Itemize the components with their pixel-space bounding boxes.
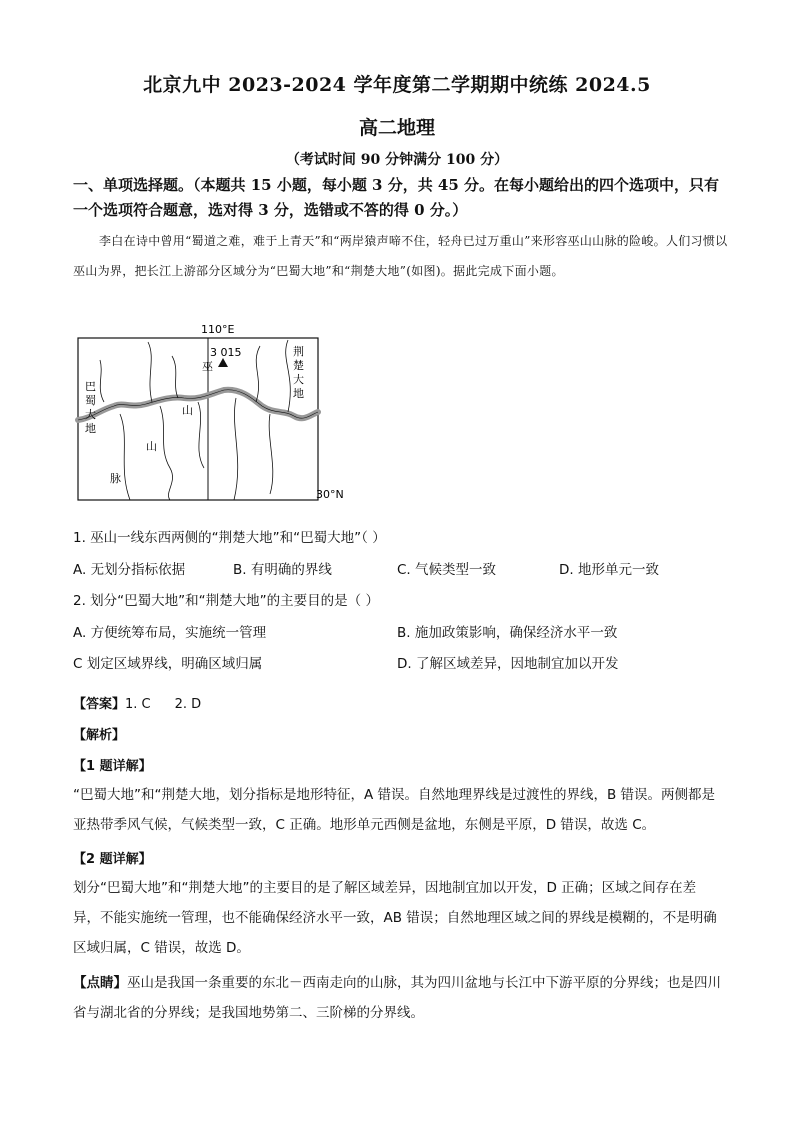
answer-q1: 1. C — [125, 697, 151, 712]
subject-title: 高二地理 — [358, 117, 435, 139]
range-char: 脉 — [110, 472, 121, 485]
wushan-map — [60, 318, 360, 508]
detail-1-label: 【1 题详解】 — [73, 759, 152, 774]
latitude-label: 30°N — [316, 488, 344, 501]
west-region-char: 巴 — [85, 380, 96, 393]
east-region-char: 荆 — [293, 345, 304, 358]
peak-elevation: 3 015 — [210, 346, 242, 359]
detail-1-text: “巴蜀大地”和“荆楚大地，划分指标是地形特征，A 错误。自然地理界线是过渡性的界线，B 错误。两侧都是亚热带季风气候，气候类型一致，C 正确。地形单元西侧是盆地，东侧是平原，D 错误，故选 C。 — [73, 787, 716, 833]
answer-label: 【答案】 — [73, 697, 126, 712]
detail-2-text: 划分“巴蜀大地”和“荆楚大地”的主要目的是了解区域差异，因地制宜加以开发，D 正确；区域之间存在差异，不能实施统一管理，也不能确保经济水平一致，AB 错误；自然地理区域之间的界线是模糊的，不是明确区域归属，C 错误，故选 D。 — [73, 880, 717, 956]
answer-q2: 2. D — [174, 697, 202, 712]
tip-label: 【点睛】 — [73, 975, 127, 991]
tip-paragraph — [73, 968, 721, 1028]
q2-option-a: A. 方便统筹布局，实施统一管理 — [73, 625, 267, 641]
detail-2-label: 【2 题详解】 — [73, 852, 152, 867]
west-region-char: 大 — [85, 408, 96, 421]
q1-option-b: B. 有明确的界线 — [233, 562, 332, 578]
question-2-stem: 2. 划分“巴蜀大地”和“荆楚大地”的主要目的是（ ） — [73, 593, 379, 609]
range-char: 山 — [146, 440, 157, 453]
range-char: 山 — [182, 404, 193, 417]
question-1-stem: 1. 巫山一线东西两侧的“荆楚大地”和“巴蜀大地”（ ） — [73, 530, 386, 546]
analysis-label: 【解析】 — [73, 728, 126, 743]
q2-option-d: D. 了解区域差异，因地制宜加以开发 — [397, 656, 619, 672]
q2-option-c: C 划定区域界线，明确区域归属 — [73, 656, 263, 672]
peak-name: 巫 — [202, 360, 213, 373]
q1-option-d: D. 地形单元一致 — [559, 562, 659, 578]
q2-option-b: B. 施加政策影响，确保经济水平一致 — [397, 625, 618, 641]
q1-option-c: C. 气候类型一致 — [397, 562, 497, 578]
answer-line — [73, 693, 201, 712]
west-region-char: 蜀 — [85, 394, 96, 407]
east-region-char: 地 — [293, 387, 304, 400]
exam-info: （考试时间 90 分钟满分 100 分） — [285, 152, 509, 168]
section-heading: 一、单项选择题。（本题共 15 小题，每小题 3 分，共 45 分。在每小题给出的四个选项中，只有一个选项符合题意，选对得 3 分，选错或不答的得 0 分。） — [73, 176, 720, 219]
west-region-char: 地 — [85, 422, 96, 435]
page-title: 北京九中 2023-2024 学年度第二学期期中统练 2024.5 — [143, 74, 651, 96]
longitude-label: 110°E — [201, 323, 235, 336]
q1-option-a: A. 无划分指标依据 — [73, 562, 186, 578]
intro-paragraph: 李白在诗中曾用“蜀道之难，难于上青天”和“两岸猿声啼不住，轻舟已过万重山”来形容巫山山脉的险峻。人们习惯以巫山为界，把长江上游部分区域分为“巴蜀大地”和“荆楚大地”(如图)。据此完成下面小题。 — [73, 234, 728, 278]
east-region-char: 大 — [293, 373, 304, 386]
east-region-char: 楚 — [293, 359, 304, 372]
tip-text: 巫山是我国一条重要的东北－西南走向的山脉，其为四川盆地与长江中下游平原的分界线；也是四川省与湖北省的分界线；是我国地势第二、三阶梯的分界线。 — [73, 975, 721, 1021]
